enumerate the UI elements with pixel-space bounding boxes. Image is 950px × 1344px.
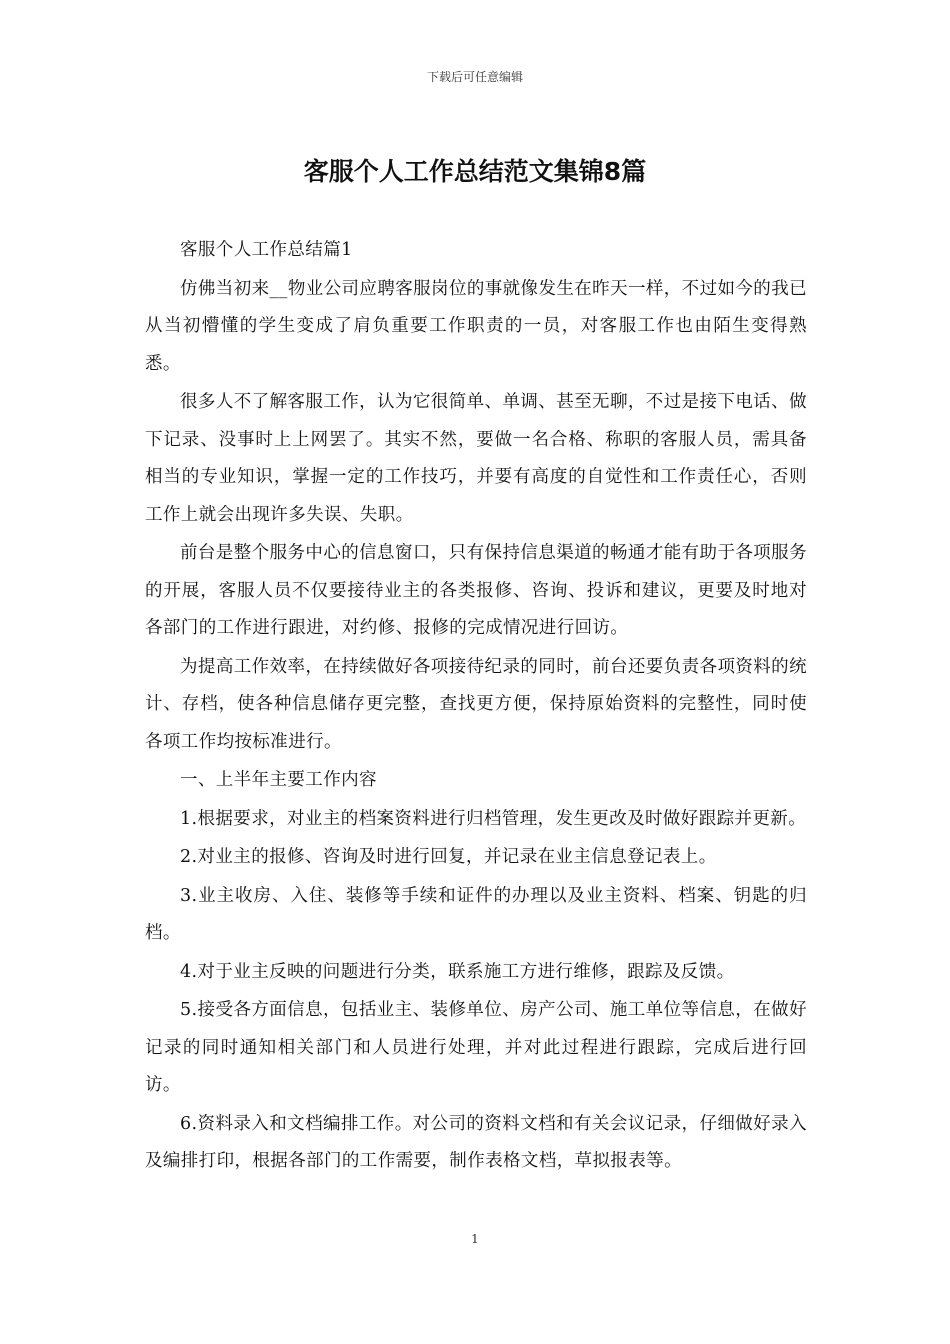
document-title: 客服个人工作总结范文集锦8篇 xyxy=(303,157,647,186)
paragraph: 仿佛当初来__物业公司应聘客服岗位的事就像发生在昨天一样，不过如今的我已从当初懵懂的学生变成了肩负重要工作职责的一员，对客服工作也由陌生变得熟悉。 xyxy=(145,278,807,374)
paragraph: 前台是整个服务中心的信息窗口，只有保持信息渠道的畅通才能有助于各项服务的开展，客服人员不仅要接待业主的各类报修、咨询、投诉和建议，更要及时地对各部门的工作进行跟进，对约修、报修的完成情况进行回访。 xyxy=(145,543,807,638)
document-body xyxy=(145,232,807,1182)
list-item: 5.接受各方面信息，包括业主、装修单位、房产公司、施工单位等信息，在做好记录的同时通知相关部门和人员进行处理，并对此过程进行跟踪，完成后进行回访。 xyxy=(145,1000,807,1095)
paragraph: 为提高工作效率，在持续做好各项接待纪录的同时，前台还要负责各项资料的统计、存档，使各种信息储存更完整，查找更方便，保持原始资料的完整性，同时使各项工作均按标准进行。 xyxy=(145,656,807,752)
header-note: 下载后可任意编辑 xyxy=(426,70,523,84)
section-heading: 客服个人工作总结篇1 xyxy=(180,240,353,260)
paragraph: 很多人不了解客服工作，认为它很简单、单调、甚至无聊，不过是接下电话、做下记录、没事时上上网罢了。其实不然，要做一名合格、称职的客服人员，需具备相当的专业知识，掌握一定的工作技巧，并要有高度的自觉性和工作责任心，否则工作上就会出现许多失误、失职。 xyxy=(145,392,807,525)
section-heading: 一、上半年主要工作内容 xyxy=(180,770,377,790)
list-item: 1.根据要求，对业主的档案资料进行归档管理，发生更改及时做好跟踪并更新。 xyxy=(180,808,807,829)
list-item: 2.对业主的报修、咨询及时进行回复，并记录在业主信息登记表上。 xyxy=(180,847,717,867)
page-number: 1 xyxy=(471,1232,479,1246)
list-item: 6.资料录入和文档编排工作。对公司的资料文档和有关会议记录，仔细做好录入及编排打印，根据各部门的工作需要，制作表格文档，草拟报表等。 xyxy=(145,1113,807,1171)
list-item: 4.对于业主反映的问题进行分类，联系施工方进行维修，跟踪及反馈。 xyxy=(180,961,735,982)
list-item: 3.业主收房、入住、装修等手续和证件的办理以及业主资料、档案、钥匙的归档。 xyxy=(145,885,807,943)
